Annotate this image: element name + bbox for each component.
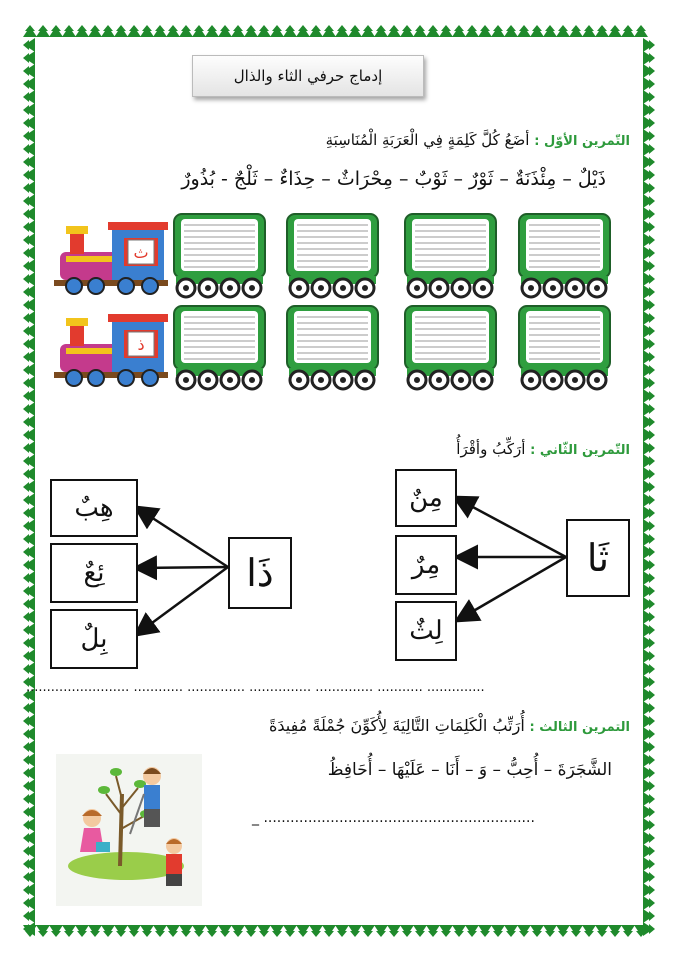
exercise2-heading	[456, 440, 630, 458]
tree-icon	[478, 25, 492, 37]
separator-dots: ......................... ............ .............. ............... .............. ........... ..............	[26, 680, 485, 695]
tree-icon	[88, 925, 102, 937]
tree-icon	[556, 25, 570, 37]
tree-icon	[23, 350, 35, 364]
train-car-icon	[517, 304, 612, 392]
exercise2-label: التّمرين الثّاني :	[530, 443, 630, 458]
tree-icon	[23, 38, 35, 52]
tree-icon	[504, 25, 518, 37]
exercise2-instruction: أرَكِّبُ وأقْرَأُ	[456, 440, 526, 458]
tree-icon	[205, 25, 219, 37]
train-car-icon	[285, 212, 380, 300]
tree-icon	[23, 246, 35, 260]
tree-icon	[643, 857, 655, 871]
tree-icon	[452, 25, 466, 37]
tree-icon	[23, 714, 35, 728]
tree-icon	[643, 805, 655, 819]
tree-icon	[374, 925, 388, 937]
tree-icon	[23, 311, 35, 325]
tree-icon	[23, 272, 35, 286]
tree-icon	[23, 194, 35, 208]
tree-icon	[452, 925, 466, 937]
tree-icon	[23, 857, 35, 871]
tree-icon	[608, 25, 622, 37]
tree-icon	[36, 925, 50, 937]
tree-icon	[114, 925, 128, 937]
tree-icon	[643, 415, 655, 429]
tree-icon	[283, 25, 297, 37]
train-engine-dhal	[52, 302, 172, 392]
train-car[interactable]	[285, 304, 380, 392]
tree-icon	[634, 25, 648, 37]
train-car[interactable]	[403, 304, 498, 392]
tree-icon	[218, 925, 232, 937]
tree-icon	[643, 246, 655, 260]
tree-icon	[478, 925, 492, 937]
tree-icon	[643, 142, 655, 156]
tree-icon	[643, 909, 655, 923]
tree-icon	[643, 818, 655, 832]
tree-icon	[643, 285, 655, 299]
ending-box[interactable]: هِبٌ	[50, 479, 138, 537]
tree-icon	[23, 90, 35, 104]
tree-icon	[309, 25, 323, 37]
tree-icon	[23, 51, 35, 65]
tree-icon	[595, 925, 609, 937]
tree-icon	[426, 925, 440, 937]
tree-icon	[643, 311, 655, 325]
tree-icon	[23, 922, 35, 936]
tree-icon	[23, 818, 35, 832]
tree-icon	[23, 324, 35, 338]
tree-icon	[23, 220, 35, 234]
tree-icon	[582, 925, 596, 937]
tree-icon	[621, 925, 635, 937]
tree-icon	[643, 714, 655, 728]
train-car-icon	[172, 212, 267, 300]
tree-icon	[643, 870, 655, 884]
ending-box[interactable]: مِنٌ	[395, 469, 457, 527]
tree-icon	[504, 925, 518, 937]
tree-icon	[23, 233, 35, 247]
tree-icon	[608, 925, 622, 937]
tree-icon	[643, 259, 655, 273]
tree-icon	[23, 727, 35, 741]
exercise3-label: التمرين الثالث :	[529, 720, 630, 735]
tree-icon	[439, 25, 453, 37]
tree-icon	[643, 727, 655, 741]
tree-icon	[23, 363, 35, 377]
tree-icon	[465, 25, 479, 37]
tree-icon	[643, 64, 655, 78]
tree-icon	[643, 38, 655, 52]
train-engine-icon	[52, 210, 172, 300]
tree-icon	[283, 925, 297, 937]
tree-icon	[153, 25, 167, 37]
train-engine-icon	[52, 302, 172, 392]
tree-icon	[296, 25, 310, 37]
children-planting-tree-icon	[56, 754, 202, 906]
exercise3-heading	[269, 716, 630, 735]
tree-icon	[335, 925, 349, 937]
tree-icon	[166, 925, 180, 937]
tree-icon	[387, 25, 401, 37]
tree-icon	[643, 103, 655, 117]
tree-icon	[543, 25, 557, 37]
tree-icon	[296, 925, 310, 937]
tree-icon	[643, 324, 655, 338]
tree-icon	[23, 844, 35, 858]
tree-icon	[643, 753, 655, 767]
tree-icon	[23, 896, 35, 910]
tree-icon	[413, 925, 427, 937]
tree-icon	[643, 77, 655, 91]
tree-icon	[348, 25, 362, 37]
tree-icon	[23, 259, 35, 273]
tree-icon	[595, 25, 609, 37]
tree-icon	[643, 220, 655, 234]
tree-icon	[643, 896, 655, 910]
ending-box[interactable]: لِثٌ	[395, 601, 457, 661]
exercise1-instruction: أضَعُ كُلَّ كَلِمَةٍ فِي الْعَرَبَةِ الْمُنَاسِبَةِ	[325, 131, 530, 149]
engine-letter: ث	[133, 243, 149, 262]
train-car[interactable]	[517, 212, 612, 300]
tree-icon	[23, 909, 35, 923]
tree-icon	[309, 925, 323, 937]
answer-line[interactable]: _ .............................................................	[252, 810, 535, 826]
tree-icon	[244, 925, 258, 937]
tree-icon	[426, 25, 440, 37]
train-car-icon	[517, 212, 612, 300]
tree-icon	[643, 883, 655, 897]
tree-icon	[179, 925, 193, 937]
train-car[interactable]	[172, 304, 267, 392]
tree-icon	[643, 298, 655, 312]
train-car[interactable]	[172, 212, 267, 300]
tree-icon	[530, 25, 544, 37]
tree-icon	[643, 129, 655, 143]
tree-icon	[643, 766, 655, 780]
tree-icon	[348, 925, 362, 937]
exercise1-word-list: ذَيْلٌ – مِئْذَنَةٌ – ثَوْرٌ – ثَوْبٌ – مِحْرَاثٌ – حِذَاءٌ – ثَلْجٌ - بُذُورٌ	[181, 168, 606, 190]
tree-icon	[643, 389, 655, 403]
tree-icon	[569, 25, 583, 37]
tree-icon	[23, 415, 35, 429]
exercise1-heading	[326, 131, 630, 149]
tree-icon	[127, 25, 141, 37]
exercise3-instruction: أُرَتِّبُ الْكَلِمَاتِ التَّالِيَةَ لِأُكَوِّنَ جُمْلَةً مُفِيدَةً	[269, 716, 525, 735]
tree-icon	[643, 337, 655, 351]
tree-icon	[465, 925, 479, 937]
tree-icon	[530, 925, 544, 937]
tree-icon	[192, 925, 206, 937]
tree-icon	[643, 233, 655, 247]
tree-icon	[387, 925, 401, 937]
tree-icon	[101, 25, 115, 37]
tree-icon	[23, 25, 37, 37]
exercise3-word-list: الشَّجَرَةَ – أُحِبُّ – وَ – أَنَا – عَلَيْهَا – أُحَافِظُ	[327, 760, 612, 780]
tree-icon	[361, 925, 375, 937]
tree-icon	[643, 922, 655, 936]
tree-icon	[23, 740, 35, 754]
tree-icon	[23, 77, 35, 91]
tree-icon	[270, 25, 284, 37]
train-car-icon	[172, 304, 267, 392]
tree-icon	[23, 441, 35, 455]
tree-icon	[62, 925, 76, 937]
tree-icon	[23, 116, 35, 130]
tree-icon	[413, 25, 427, 37]
tree-icon	[643, 207, 655, 221]
tree-icon	[23, 181, 35, 195]
tree-icon	[36, 25, 50, 37]
tree-icon	[88, 25, 102, 37]
tree-icon	[643, 376, 655, 390]
train-car[interactable]	[285, 212, 380, 300]
tree-icon	[49, 925, 63, 937]
tree-icon	[23, 389, 35, 403]
tree-icon	[218, 25, 232, 37]
tree-icon	[643, 350, 655, 364]
tree-icon	[23, 129, 35, 143]
tree-icon	[322, 925, 336, 937]
tree-icon	[643, 51, 655, 65]
tree-icon	[322, 25, 336, 37]
train-car[interactable]	[517, 304, 612, 392]
syllable-box-tha: ثَا	[566, 519, 630, 597]
tree-icon	[257, 925, 271, 937]
tree-icon	[643, 844, 655, 858]
tree-icon	[374, 25, 388, 37]
worksheet-title-text: إدماج حرفي الثاء والذال	[233, 67, 383, 85]
tree-icon	[231, 25, 245, 37]
ending-box[interactable]: بِلٌ	[50, 609, 138, 669]
tree-icon	[23, 766, 35, 780]
tree-icon	[23, 701, 35, 715]
tree-icon	[335, 25, 349, 37]
tree-icon	[23, 792, 35, 806]
tree-icon	[643, 194, 655, 208]
tree-icon	[621, 25, 635, 37]
exercise1-label: التّمرين الأوّل :	[534, 134, 630, 149]
tree-icon	[543, 925, 557, 937]
tree-icon	[643, 90, 655, 104]
tree-icon	[643, 428, 655, 442]
tree-icon	[23, 168, 35, 182]
tree-icon	[643, 701, 655, 715]
tree-icon	[643, 688, 655, 702]
tree-icon	[643, 831, 655, 845]
tree-icon	[231, 925, 245, 937]
tree-icon	[400, 925, 414, 937]
train-car-icon	[403, 212, 498, 300]
engine-letter: ذ	[137, 335, 145, 354]
tree-icon	[23, 64, 35, 78]
tree-icon	[23, 805, 35, 819]
tree-icon	[23, 402, 35, 416]
ending-box[interactable]: ئِعٌ	[50, 543, 138, 603]
tree-icon	[49, 25, 63, 37]
tree-icon	[643, 116, 655, 130]
ending-box[interactable]: مِرٌ	[395, 535, 457, 595]
tree-icon	[62, 25, 76, 37]
tree-icon	[491, 25, 505, 37]
tree-icon	[643, 441, 655, 455]
tree-icon	[244, 25, 258, 37]
tree-icon	[582, 25, 596, 37]
tree-icon	[569, 925, 583, 937]
tree-icon	[23, 155, 35, 169]
tree-icon	[140, 25, 154, 37]
tree-icon	[140, 925, 154, 937]
tree-icon	[643, 272, 655, 286]
tree-icon	[643, 779, 655, 793]
tree-icon	[101, 925, 115, 937]
tree-icon	[23, 376, 35, 390]
train-car-icon	[403, 304, 498, 392]
tree-icon	[643, 740, 655, 754]
tree-icon	[205, 925, 219, 937]
worksheet-title	[192, 55, 424, 97]
train-car[interactable]	[403, 212, 498, 300]
tree-icon	[643, 181, 655, 195]
tree-icon	[23, 207, 35, 221]
tree-icon	[517, 25, 531, 37]
tree-icon	[23, 753, 35, 767]
planting-illustration	[56, 754, 202, 906]
tree-icon	[23, 298, 35, 312]
tree-icon	[643, 792, 655, 806]
tree-icon	[127, 925, 141, 937]
tree-icon	[23, 142, 35, 156]
tree-icon	[643, 155, 655, 169]
tree-icon	[643, 363, 655, 377]
tree-icon	[75, 25, 89, 37]
train-car-icon	[285, 304, 380, 392]
tree-icon	[23, 428, 35, 442]
tree-icon	[270, 925, 284, 937]
tree-icon	[114, 25, 128, 37]
tree-icon	[23, 831, 35, 845]
tree-icon	[257, 25, 271, 37]
tree-icon	[23, 285, 35, 299]
tree-icon	[643, 402, 655, 416]
tree-icon	[23, 779, 35, 793]
tree-icon	[23, 870, 35, 884]
tree-icon	[643, 168, 655, 182]
tree-icon	[556, 925, 570, 937]
tree-icon	[75, 925, 89, 937]
tree-icon	[23, 103, 35, 117]
tree-icon	[153, 925, 167, 937]
tree-icon	[192, 25, 206, 37]
tree-icon	[23, 883, 35, 897]
tree-icon	[179, 25, 193, 37]
syllable-box-dha: ذَا	[228, 537, 292, 609]
tree-icon	[166, 25, 180, 37]
tree-icon	[400, 25, 414, 37]
tree-icon	[517, 925, 531, 937]
tree-icon	[439, 925, 453, 937]
tree-icon	[23, 337, 35, 351]
train-engine-tha	[52, 210, 172, 300]
tree-icon	[491, 925, 505, 937]
tree-icon	[361, 25, 375, 37]
